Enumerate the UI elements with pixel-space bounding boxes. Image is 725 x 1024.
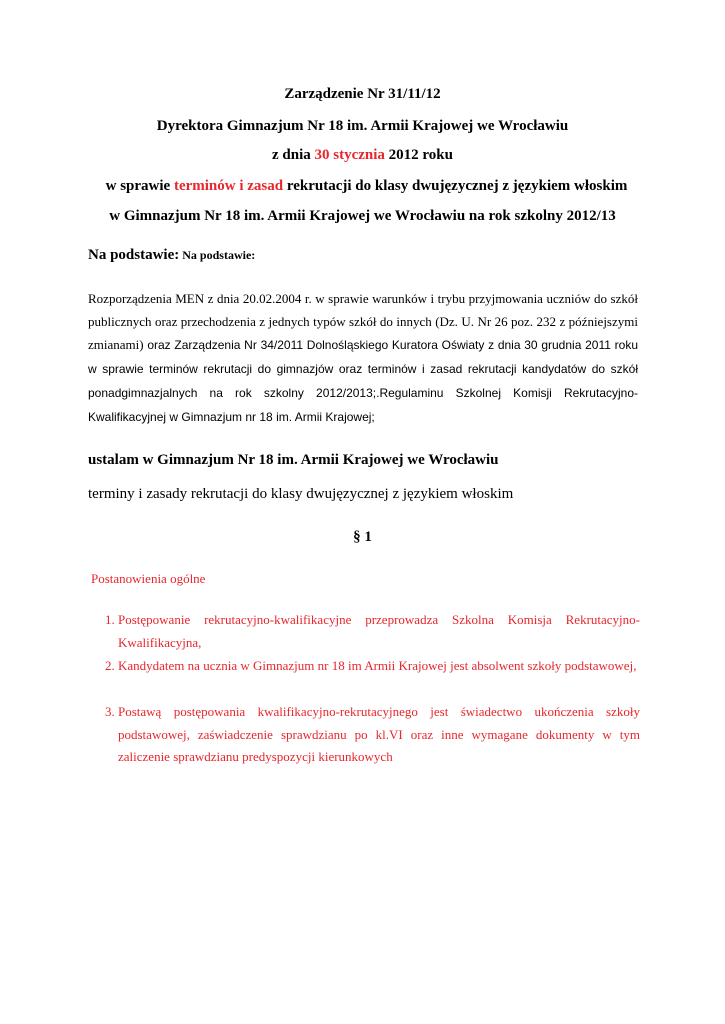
ustalam-heading: ustalam w Gimnazjum Nr 18 im. Armii Krajowej we Wrocławiu (88, 452, 499, 468)
legal-basis-paragraph (88, 287, 638, 429)
basis-heading (88, 247, 255, 264)
order-title: Zarządzenie Nr 31/11/12 (284, 86, 441, 102)
subject-suffix: rekrutacji do klasy dwujęzycznej z językiem włoskim (283, 178, 628, 194)
list-item-number: 1. (105, 612, 115, 627)
terminy-line: terminy i zasady rekrutacji do klasy dwujęzycznej z językiem włoskim (88, 486, 514, 502)
legal-basis-part1: Rozporządzenia MEN z dnia 20.02.2004 r. w sprawie warunków i trybu przyjmowania uczniów do szkół publicznych oraz przechodzenia z jednych typów szkół do innych (Dz. U. Nr 26 poz. 232 z późniejszymi zmianami) (88, 291, 638, 352)
provisions-list (105, 609, 640, 769)
subject-prefix: w sprawie (105, 178, 174, 194)
subject-highlight: terminów i zasad (173, 178, 284, 194)
list-item-number: 2. (105, 658, 115, 673)
basis-label-small: Na podstawie: (179, 248, 256, 262)
basis-label: Na podstawie: (88, 247, 180, 263)
subject-line (4, 178, 725, 195)
school-year-line: w Gimnazjum Nr 18 im. Armii Krajowej we Wrocławiu na rok szkolny 2012/13 (109, 208, 616, 224)
list-item-text: Kandydatem na ucznia w Gimnazjum nr 18 im Armii Krajowej jest absolwent szkoły podstawowej, (118, 658, 637, 673)
list-item (105, 701, 640, 769)
list-item-text: Postępowanie rekrutacyjno-kwalifikacyjne przeprowadza Szkolna Komisja Rekrutacyjno-Kwalifikacyjna, (118, 612, 640, 650)
list-item-number: 3. (105, 704, 115, 719)
list-item (105, 609, 640, 654)
issuer-line: Dyrektora Gimnazjum Nr 18 im. Armii Krajowej we Wrocławiu (156, 118, 569, 134)
date-highlight: 30 stycznia (314, 147, 385, 163)
section-number: § 1 (353, 529, 372, 545)
date-line (0, 147, 725, 164)
section-title: Postanowienia ogólne (91, 571, 206, 586)
date-prefix: z dnia (271, 147, 315, 163)
list-item-text: Postawą postępowania kwalifikacyjno-rekrutacyjnego jest świadectwo ukończenia szkoły podstawowej, zaświadczenie sprawdzianu po kl.VI oraz inne wymagane dokumenty w tym zaliczenie sprawdzianu predyspozycji kierunkowych (118, 704, 640, 764)
legal-basis-part2: oraz Zarządzenia Nr 34/2011 Dolnośląskiego Kuratora Oświaty z dnia 30 grudnia 2011 roku w sprawie terminów rekrutacji do gimnazjów oraz terminów i zasad rekrutacji kandydatów do szkół ponadgimnazjalnych na rok szkolny 2012/2013;.Regulaminu Szkolnej Komisji Rekrutacyjno-Kwalifikacyjnej w Gimnazjum nr 18 im. Armii Krajowej; (88, 338, 638, 424)
list-item (105, 655, 640, 700)
date-suffix: 2012 roku (384, 147, 453, 163)
